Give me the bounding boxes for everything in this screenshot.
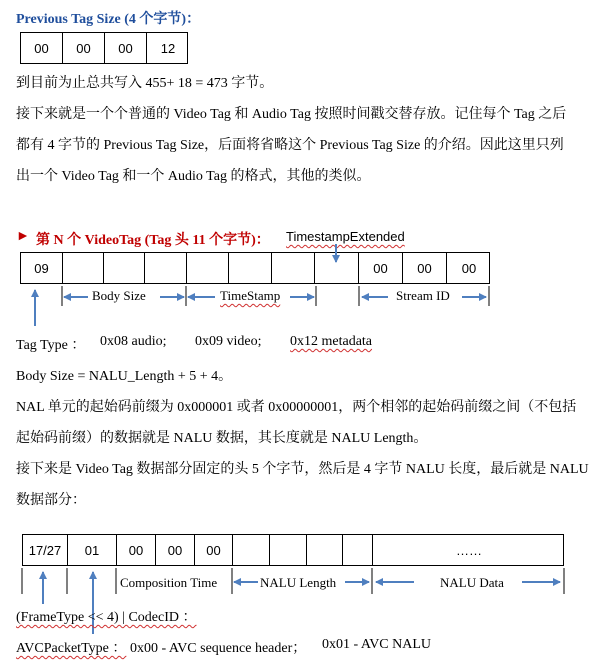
avc-sequence-header: 0x00 - AVC sequence header； (130, 641, 307, 656)
byte-cell: 00 (105, 33, 147, 63)
bullet-icon: ► (16, 229, 30, 244)
header-cell: 00 (403, 253, 447, 283)
nalu-data-label: NALU Data (440, 575, 504, 590)
video-data-table (22, 534, 564, 566)
tag-type-audio: 0x08 audio; (100, 334, 167, 349)
data-cell (307, 535, 343, 565)
data-cell (270, 535, 307, 565)
stream-id-label: Stream ID (396, 288, 450, 303)
data-cell: 00 (195, 535, 233, 565)
header-cell: 00 (359, 253, 403, 283)
body-size-label: Body Size (92, 288, 146, 303)
tag-type-metadata: 0x12 metadata (290, 334, 373, 349)
avc-nalu: 0x01 - AVC NALU (322, 637, 432, 652)
tag-type-label: Tag Type ： (16, 338, 86, 353)
next-paragraph-line: 接下来是 Video Tag 数据部分固定的头 5 个字节，然后是 4 字节 NALU 长度，最后就是 NALU (16, 462, 589, 477)
data-cell: 17/27 (23, 535, 68, 565)
header-cell: 00 (461, 260, 477, 276)
data-cell: 00 (156, 535, 195, 565)
data-cell: …… (456, 542, 482, 558)
byte-cell: 00 (21, 33, 63, 63)
previous-tag-size-title: Previous Tag Size (4 个字节)： (16, 12, 201, 27)
avc-packet-type-label: AVCPacketType ： (16, 641, 127, 656)
frame-type-line: (FrameType << 4) | CodecID ： (16, 610, 197, 625)
data-cell: 00 (117, 535, 156, 565)
paragraph-line: 接下来就是一个个普通的 Video Tag 和 Audio Tag 按照时间戳交替存放。记住每个 Tag 之后 (16, 107, 567, 122)
tag-type-video: 0x09 video; (195, 334, 262, 349)
data-cell (233, 535, 270, 565)
data-cell (343, 535, 373, 565)
timestamp-extended-label: TimestampExtended (286, 229, 405, 244)
composition-time-label: Composition Time (120, 575, 218, 590)
header-cell: 09 (21, 253, 63, 283)
byte-cell: 00 (63, 33, 105, 63)
video-tag-title: 第 N 个 VideoTag (Tag 头 11 个字节)： (36, 233, 270, 248)
nalu-length-label: NALU Length (260, 575, 337, 590)
body-size-formula: Body Size = NALU_Length + 5 + 4。 (16, 369, 233, 384)
data-cell: 01 (68, 535, 117, 565)
next-paragraph-line: 数据部分： (16, 493, 86, 508)
total-written-line: 到目前为止总共写入 455+ 18 = 473 字节。 (16, 76, 274, 91)
timestamp-label: TimeStamp (220, 288, 281, 303)
nal-paragraph-line: NAL 单元的起始码前缀为 0x000001 或者 0x00000001，两个相邻的起始码前缀之间（不包括 (16, 400, 577, 415)
byte-cell: 12 (160, 40, 176, 56)
paragraph-line: 都有 4 字节的 Previous Tag Size，后面将省略这个 Previous Tag Size 的介绍。因此这里只列 (16, 138, 564, 153)
nal-paragraph-line: 起始码前缀）的数据就是 NALU 数据，其长度就是 NALU Length。 (16, 431, 428, 446)
paragraph-line: 出一个 Video Tag 和一个 Audio Tag 的格式，其他的类似。 (16, 169, 371, 184)
